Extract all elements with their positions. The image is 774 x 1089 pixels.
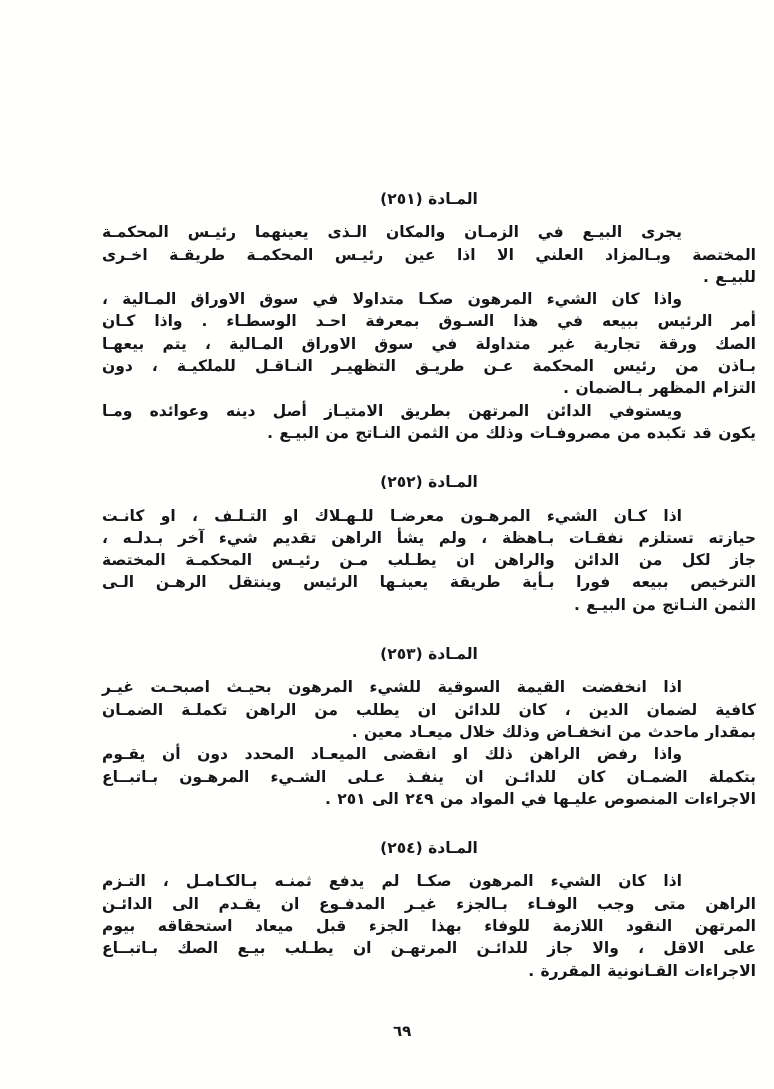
- text-line: الثمن النـاتج من البيـع .: [573, 595, 756, 614]
- text-line: المختصة وبـالمزاد العلني الا اذا عين رئيـس المحكمـة طريقـة اخـرى: [102, 245, 756, 264]
- article-254: [102, 837, 756, 982]
- text-line: المرتهن النقود اللازمة للوفاء بهذا الجزء قبل ميعاد استحقاقه بيوم: [102, 917, 756, 936]
- article-254-heading: المـادة (٢٥٤): [380, 839, 478, 858]
- article-251-heading: المـادة (٢٥١): [380, 190, 478, 208]
- text-block: [102, 188, 756, 982]
- text-line: اذا كـان الشيء المرهـون معرضـا للـهـلاك او التـلـف ، او كانـت: [102, 506, 682, 525]
- paragraph: [102, 505, 756, 616]
- text-line: الاجراءات المنصوص عليـها في المواد من ٢٤٩ الى ٢٥١ .: [324, 789, 756, 808]
- text-line: التزام المظهر بـالضمان .: [563, 379, 756, 398]
- paragraph: [102, 288, 756, 399]
- text-line: بمقدار ماحدث من انخفـاض وذلك خلال ميعـاد معين .: [351, 722, 756, 741]
- text-line: الترخيص ببيعه فورا بـأية طريقة يعينـها الرئيس وينتقل الرهـن الـى: [102, 573, 756, 592]
- paragraph: [102, 400, 756, 445]
- text-line: حيازته تستلزم نفقـات بـاهظة ، ولم يشأ الراهن تقديم شيء آخر بـدلـه ،: [102, 528, 756, 547]
- text-line: يجرى البيـع في الزمـان والمكان الـذى يعينهما رئيـس المحكمـة: [102, 223, 682, 242]
- text-line: كافية لضمان الدين ، كان للدائن ان يطلب من الراهن تكملـة الضمـان: [102, 700, 756, 719]
- text-line: الراهن متى وجب الوفـاء بـالجزء غيـر المدفـوع ان يقـدم الى الدائـن: [102, 894, 756, 913]
- text-line: ويستوفي الدائن المرتهن بطريق الامتيـاز أصل دينه وعوائده ومـا: [102, 401, 682, 420]
- paragraph: [102, 221, 756, 288]
- text-line: للبيـع .: [703, 267, 756, 286]
- article-253-heading: المـادة (٢٥٣): [380, 645, 478, 664]
- text-line: جاز لكل من الدائن والراهن ان يطـلب مـن رئيـس المحكمـة المختصة: [102, 551, 756, 570]
- text-line: بتكملة الضمـان كان للدائـن ان ينفـذ عـلى الشـيء المرهـون بـاتبــاع: [102, 767, 756, 786]
- article-252-heading: المـادة (٢٥٢): [380, 473, 478, 492]
- text-line: على الاقل ، والا جاز للدائـن المرتهـن ان يطـلب بيـع الصك بـاتبــاع: [102, 939, 756, 958]
- text-line: بـاذن من رئيس المحكمة عـن طريـق التظهيـر النـاقـل للملكيـة ، دون: [102, 357, 756, 376]
- text-line: واذا رفض الراهن ذلك او انقضى الميعـاد المحدد دون أن يقـوم: [102, 745, 682, 764]
- article-252: [102, 471, 756, 616]
- paragraph: [102, 676, 756, 743]
- article-251: [102, 188, 756, 444]
- text-line: اذا انخفضت القيمة السوقية للشيء المرهون بحيـث اصبحـت غيـر: [102, 678, 682, 697]
- text-line: اذا كان الشيء المرهون صكـا لم يدفع ثمنـه بـالكـامـل ، التـزم: [102, 872, 682, 891]
- text-line: الاجراءات القـانونية المقررة .: [528, 961, 756, 980]
- text-line: يكون قد تكبده من مصروفـات وذلك من الثمن النـاتج من البيـع .: [267, 423, 756, 442]
- page-number: ٦٩: [393, 1022, 412, 1040]
- paragraph: [102, 870, 756, 981]
- article-253: [102, 643, 756, 810]
- text-line: أمر الرئيس ببيعه في هذا السـوق بمعرفة احـد الوسطـاء . واذا كـان: [102, 312, 756, 331]
- paragraph: [102, 743, 756, 810]
- text-line: الصك ورقة تجارية غير متداولة في سوق الاوراق المـالية ، يتم بيعهـا: [102, 334, 756, 353]
- text-line: واذا كان الشيء المرهون صكـا متداولا في سوق الاوراق المـالية ،: [102, 290, 682, 309]
